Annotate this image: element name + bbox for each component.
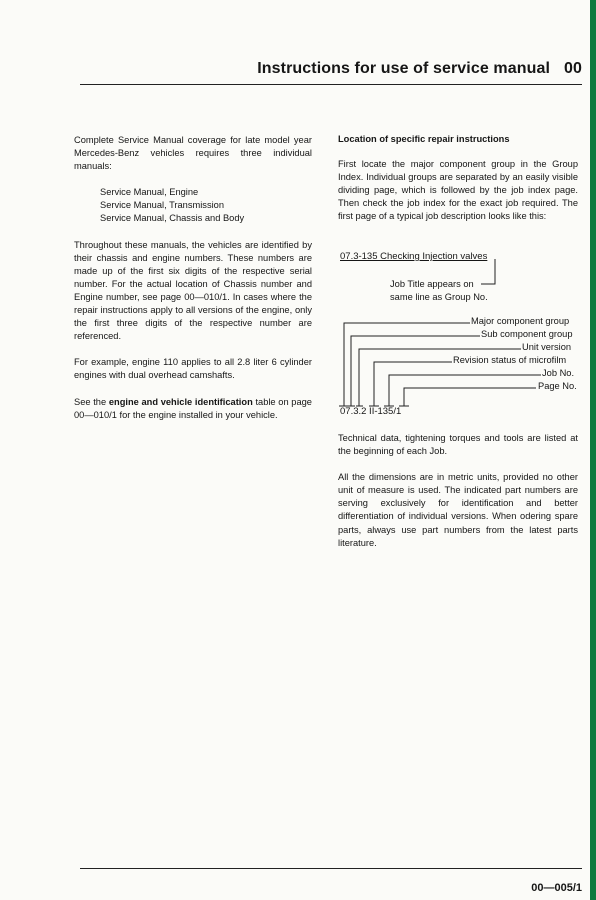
page-title xyxy=(257,60,582,78)
right-column-lower xyxy=(338,432,578,563)
job-title-note-line: same line as Group No. xyxy=(390,292,488,302)
label-major-group: Major component group xyxy=(471,316,570,326)
manual-item: Service Manual, Transmission xyxy=(100,200,225,211)
label-sub-group: Sub component group xyxy=(481,329,573,339)
job-title-bracket xyxy=(470,259,500,299)
manual-list xyxy=(74,186,312,225)
see-paragraph xyxy=(74,396,312,422)
label-revision-status: Revision status of microfilm xyxy=(453,355,567,365)
example-code: 07.3.2 II-135/1 xyxy=(340,406,402,417)
page-number: 00—005/1 xyxy=(531,882,582,894)
footer-divider xyxy=(80,868,582,869)
label-job-number: Job No. xyxy=(542,368,575,378)
header-divider xyxy=(80,84,582,85)
identification-table-ref: engine and vehicle identification xyxy=(108,396,253,407)
example-job-title: 07.3-135 Checking Injection valves xyxy=(340,251,488,262)
right-column xyxy=(338,133,578,237)
dimensions-paragraph: All the dimensions are in metric units, provided no other unit of measure is used. The indicated part numbers are serving exclusively for identification and better differentiation of individual versions. When odering spare parts, always use part numbers from the latest parts literature. xyxy=(338,472,578,548)
intro-paragraph: Complete Service Manual coverage for late model year Mercedes-Benz vehicles requires three individual manuals: xyxy=(74,135,312,172)
see-prefix: See the xyxy=(74,396,107,407)
manual-item: Service Manual, Chassis and Body xyxy=(100,213,245,224)
see-suffix: table on page 00—010/1 for the engine installed in your vehicle. xyxy=(74,396,312,420)
label-unit-version: Unit version xyxy=(522,342,572,352)
technical-paragraph: Technical data, tightening torques and tools are listed at the beginning of each Job. xyxy=(338,433,578,457)
page-header xyxy=(80,60,582,86)
page-edge-stripe xyxy=(590,0,596,900)
job-title-note-line: Job Title appears on xyxy=(390,279,474,289)
section-number: 00 xyxy=(564,60,582,77)
left-column xyxy=(74,134,312,435)
locate-paragraph: First locate the major component group in the Group Index. Individual groups are separated by an easily visible dividing page, which is followed by the job index page. Then check the job index for the exact job required. The first page of a typical job description looks like this: xyxy=(338,159,578,222)
label-page-number: Page No. xyxy=(538,381,577,391)
page-title-text: Instructions for use of service manual xyxy=(257,60,550,77)
identification-paragraph: Throughout these manuals, the vehicles are identified by their chassis and engine numbers. These numbers are made up of the first six digits of the respective serial number. For the actual location of Chassis number and Engine number, see page 00—010/1. In cases where the repair instructions apply to all versions of the engine, only the first three digits of the respective number are referenced. xyxy=(74,239,312,342)
manual-item: Service Manual, Engine xyxy=(100,187,199,198)
section-heading: Location of specific repair instructions xyxy=(338,134,510,144)
example-paragraph: For example, engine 110 applies to all 2.8 liter 6 cylinder engines with dual overhead camshafts. xyxy=(74,357,312,381)
